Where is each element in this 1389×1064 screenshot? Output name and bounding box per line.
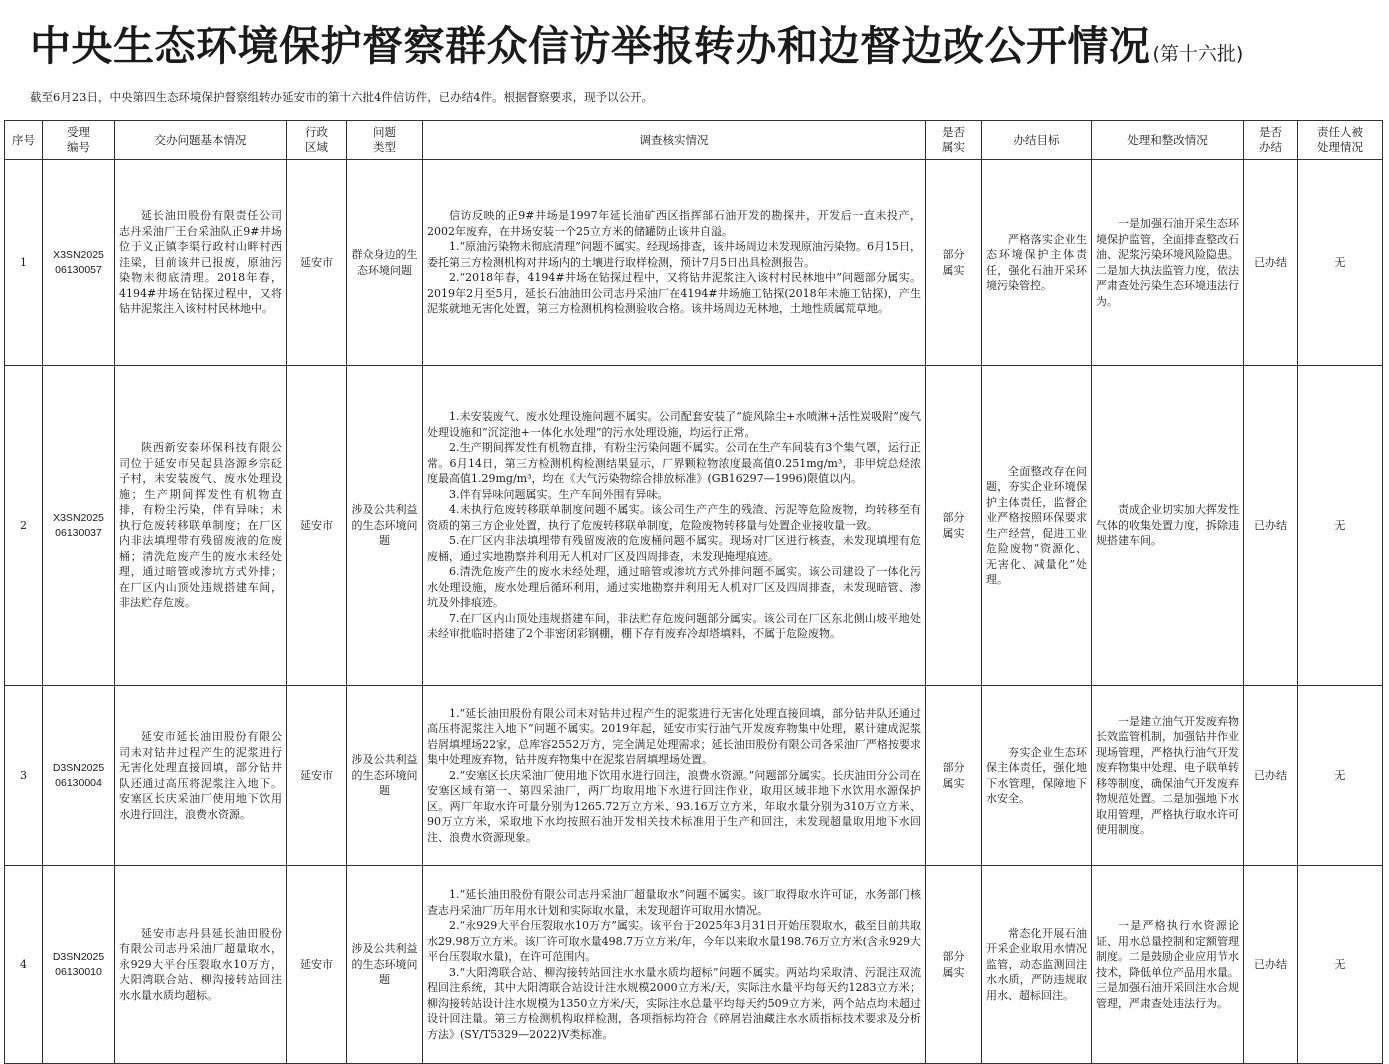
- id-cell: D3SN2025 06130004: [43, 686, 115, 866]
- verified-cell: 部分 属实: [926, 686, 982, 866]
- investigation-paragraph: 7.在厂区内山顶处违规搭建车间，非法贮存危废问题部分属实。该公司在厂区东北侧山坡平地处未经审批临时搭建了2个非密闭彩钢棚，棚下存有废弃冷却塔填料，不属于危险废物。: [427, 611, 921, 641]
- investigation-paragraph: 1.“原油污染物未彻底清理”问题不属实。经现场排查，该井场周边未发现原油污染物。6月15日，委托第三方检测机构对井场内的土壤进行取样检测，预计7月5日出具检测报告。: [427, 240, 921, 269]
- investigation-paragraph: 1.未安装废气、废水处理设施问题不属实。公司配套安装了“旋风除尘+水喷淋+活性炭吸附”废气处理设施和“沉淀池+一体化水处理”的污水处理设施，均运行正常。: [427, 410, 921, 439]
- type-cell: 涉及公共利益的生态环境问题: [347, 366, 423, 686]
- col-seq: 序号: [5, 121, 43, 160]
- investigation-cell: [423, 366, 926, 686]
- col-investigation: 调查核实情况: [423, 121, 926, 160]
- id-cell: X3SN2025 06130057: [43, 160, 115, 366]
- investigation-cell: [423, 686, 926, 866]
- handling-cell: 责成企业切实加大挥发性气体的收集处置力度，拆除违规搭建车间。: [1092, 366, 1244, 686]
- closed-cell: 已办结: [1244, 866, 1298, 1064]
- seq-cell: 2: [5, 366, 43, 686]
- investigation-paragraph: 信访反映的正9#井场是1997年延长油矿西区指挥部石油开发的勘探井，开发后一直未投产，2002年废弃，在井场安装一个25立方米的储罐防止该井自溢。: [427, 209, 921, 238]
- table-row: [5, 366, 1383, 686]
- id-cell: D3SN2025 06130010: [43, 866, 115, 1064]
- closed-cell: 已办结: [1244, 160, 1298, 366]
- accountability-cell: 无: [1298, 160, 1383, 366]
- id-cell: X3SN2025 06130037: [43, 366, 115, 686]
- col-handling: 处理和整改情况: [1092, 121, 1244, 160]
- type-cell: 涉及公共利益的生态环境问题: [347, 686, 423, 866]
- investigation-paragraph: 4.未执行危废转移联单制度问题不属实。该公司生产产生的残渣、污泥等危险废物，均转移至有资质的第三方企业处置，执行了危废转移联单制度，危险废物转移量与处置企业接收量一致。: [427, 503, 921, 532]
- investigation-paragraph: 2.生产期间挥发性有机物直排，有粉尘污染问题不属实。公司在生产车间装有3个集气罩，运行正常。6月14日，第三方检测机构检测结果显示，厂界颗粒物浓度最高值0.251mg/m³，非甲烷总烃浓度最高值1.29mg/m³，均在《大气污染物综合排放标准》(GB16297—1996)限值以内。: [427, 441, 921, 486]
- investigation-cell: [423, 866, 926, 1064]
- header-row: [5, 121, 1383, 160]
- investigation-paragraph: 1.“延长油田股份有限公司未对钻井过程产生的泥浆进行无害化处理直接回填，部分钻井队还通过高压将泥浆注入地下”问题不属实。2019年起，延安市实行油气开发废弃物集中处理，累计建成泥浆岩屑填埋场22家，总库容2552万方，完全满足处理需求；延长油田股份有限公司各采油厂严格按要求集中处理废弃物，钻井废弃物集中在泥浆岩屑填埋场处置。: [427, 706, 921, 767]
- region-cell: 延安市: [287, 366, 347, 686]
- table-row: [5, 866, 1383, 1064]
- investigation-paragraph: 2.“安塞区长庆采油厂使用地下饮用水进行回注，浪费水资源。”问题部分属实。长庆油田分公司在安塞区域有第一、第四采油厂，两厂均取用地下水进行回注作业，取用区域非地下水饮用水源保护区。两厂年取水许可量分别为1265.72万立方米、93.16万立方米，年取水量分别为310万立方米、90万立方米，采取地下水均按照石油开发相关技术标准用于生产和回注，未发现超量取用地下水回注、浪费水资源现象。: [427, 768, 921, 844]
- issue-cell: 延安市志丹县延长油田股份有限公司志丹采油厂超量取水，永929大平台压裂取水10万方，大阳湾联合站、柳沟接转站回注水水量水质均超标。: [115, 866, 287, 1064]
- issue-cell: 延长油田股份有限责任公司志丹采油厂王台采油队正9#井场位于义正镇李渠行政村山畔村西洼梁，目前该井已报废，原油污染物未彻底清理。2018年春，4194#井场在钻探过程中，又将钻井泥浆注入该村村民林地中。: [115, 160, 287, 366]
- accountability-cell: 无: [1298, 686, 1383, 866]
- accountability-cell: 无: [1298, 866, 1383, 1064]
- petition-table: [4, 120, 1383, 1064]
- investigation-paragraph: 3.“大阳湾联合站、柳沟接转站回注水水量水质均超标”问题不属实。两站均采取清、污混注双流程回注系统，其中大阳湾联合站设计注水规模2000立方米/天，实际注水量平均每天约1283立方米；柳沟接转站设计注水规模为1350立方米/天，实际注水总量平均每天约509立方米，两个站点均未超过设计回注量。第三方检测机构取样检测，各项指标均符合《碎屑岩油藏注水水质指标技术要求及分析方法》(SY/T5329—2022)Ⅴ类标准。: [427, 965, 921, 1041]
- investigation-paragraph: 2.“2018年春，4194#井场在钻探过程中，又将钻井泥浆注入该村村民林地中”问题部分属实。2019年2月至5月，延长石油油田公司志丹采油厂在4194#井场施工钻探(2018年未施工钻探)，产生泥浆就地无害化处置，第三方检测机构检测验收合格。该井场周边无林地，土地性质属荒草地。: [427, 271, 921, 316]
- table-row: [5, 160, 1383, 366]
- investigation-paragraph: 6.清洗危废产生的废水未经处理，通过暗管或渗坑方式外排问题不属实。该公司建设了一体化污水处理设施，废水处理后循环利用，通过实地勘察并利用无人机对厂区及四周排查，未发现暗管、渗坑及外排痕迹。: [427, 565, 921, 610]
- table-row: [5, 686, 1383, 866]
- verified-cell: 部分 属实: [926, 366, 982, 686]
- seq-cell: 4: [5, 866, 43, 1064]
- title-batch: (第十六批): [1152, 43, 1244, 65]
- goal-cell: 夯实企业生态环保主体责任，强化地下水管理，保障地下水安全。: [982, 686, 1092, 866]
- col-issue: 交办问题基本情况: [115, 121, 287, 160]
- goal-cell: 常态化开展石油开采企业取用水情况监管，动态监测回注水水质，严防违规取用水、超标回注。: [982, 866, 1092, 1064]
- goal-cell: 严格落实企业生态环境保护主体责任，强化石油开采环境污染管控。: [982, 160, 1092, 366]
- col-type: 问题 类型: [347, 121, 423, 160]
- closed-cell: 已办结: [1244, 686, 1298, 866]
- seq-cell: 3: [5, 686, 43, 866]
- issue-cell: 陕西新安泰环保科技有限公司位于延安市吴起县洛源乡宗砭子村，未安装废气、废水处理设施；生产期间挥发性有机物直排，有粉尘污染，伴有异味；未执行危废转移联单制度；在厂区内非法填埋带有残留废液的危废桶；清洗危废产生的废水未经处理，通过暗管或渗坑方式外排；在厂区内山顶处违规搭建车间，非法贮存危废。: [115, 366, 287, 686]
- accountability-cell: 无: [1298, 366, 1383, 686]
- type-cell: 群众身边的生态环境问题: [347, 160, 423, 366]
- handling-cell: 一是建立油气开发废弃物长效监管机制，加强钻井作业现场管理，严格执行油气开发废弃物集中处理、电子联单转移等制度，确保油气开发废弃物规范处置。二是加强地下水取用管理，严格执行取水许可使用制度。: [1092, 686, 1244, 866]
- closed-cell: 已办结: [1244, 366, 1298, 686]
- region-cell: 延安市: [287, 160, 347, 366]
- investigation-paragraph: 3.伴有异味问题属实。生产车间外围有异味。: [449, 487, 669, 501]
- col-accountability: 责任人被 处理情况: [1298, 121, 1383, 160]
- type-cell: 涉及公共利益的生态环境问题: [347, 866, 423, 1064]
- verified-cell: 部分 属实: [926, 160, 982, 366]
- investigation-paragraph: 1.“延长油田股份有限公司志丹采油厂超量取水”问题不属实。该厂取得取水许可证，水务部门核查志丹采油厂历年用水计划和实际取水量，未发现超许可取用水情况。: [427, 888, 921, 917]
- handling-cell: 一是严格执行水资源论证、用水总量控制和定额管理制度。二是鼓励企业应用节水技术，降低单位产品用水量。三是加强石油开采回注水合规管理，严肃查处违法行为。: [1092, 866, 1244, 1064]
- page-header: [30, 18, 1369, 82]
- title-main: 中央生态环境保护督察群众信访举报转办和边督边改公开情况: [30, 22, 1151, 70]
- handling-cell: 一是加强石油开采生态环境保护监管，全面排查整改石油、泥浆污染环境风险隐患。二是加大执法监管力度，依法严肃查处污染生态环境违法行为。: [1092, 160, 1244, 366]
- investigation-paragraph: 2.“永929大平台压裂取水10万方”属实。该平台于2025年3月31日开始压裂取水，截至目前共取水29.98万立方米。该厂许可取水量498.7万立方米/年，今年以来取水量198.76万立方米(含永929大平台压裂取水量)，在许可范围内。: [427, 919, 921, 963]
- col-region: 行政 区域: [287, 121, 347, 160]
- col-id: 受理 编号: [43, 121, 115, 160]
- seq-cell: 1: [5, 160, 43, 366]
- col-goal: 办结目标: [982, 121, 1092, 160]
- verified-cell: 部分 属实: [926, 866, 982, 1064]
- col-closed: 是否 办结: [1244, 121, 1298, 160]
- col-verified: 是否 属实: [926, 121, 982, 160]
- investigation-paragraph: 5.在厂区内非法填埋带有残留废液的危废桶问题不属实。现场对厂区进行核查，未发现填埋有危废桶，通过实地勘察并利用无人机对厂区及四周排查，未发现掩埋痕迹。: [427, 534, 921, 563]
- goal-cell: 全面整改存在问题，夯实企业环境保护主体责任，监督企业严格按照环保要求生产经营，促进工业危险废物“资源化、无害化、减量化”处理。: [982, 366, 1092, 686]
- investigation-cell: [423, 160, 926, 366]
- region-cell: 延安市: [287, 686, 347, 866]
- issue-cell: 延安市延长油田股份有限公司未对钻井过程产生的泥浆进行无害化处理直接回填，部分钻井队还通过高压将泥浆注入地下。安塞区长庆采油厂使用地下饮用水进行回注，浪费水资源。: [115, 686, 287, 866]
- region-cell: 延安市: [287, 866, 347, 1064]
- page-title: [30, 18, 1369, 82]
- intro-text: 截至6月23日，中央第四生态环境保护督察组转办延安市的第十六批4件信访件，已办结4件。根据督察要求，现予以公开。: [30, 90, 654, 104]
